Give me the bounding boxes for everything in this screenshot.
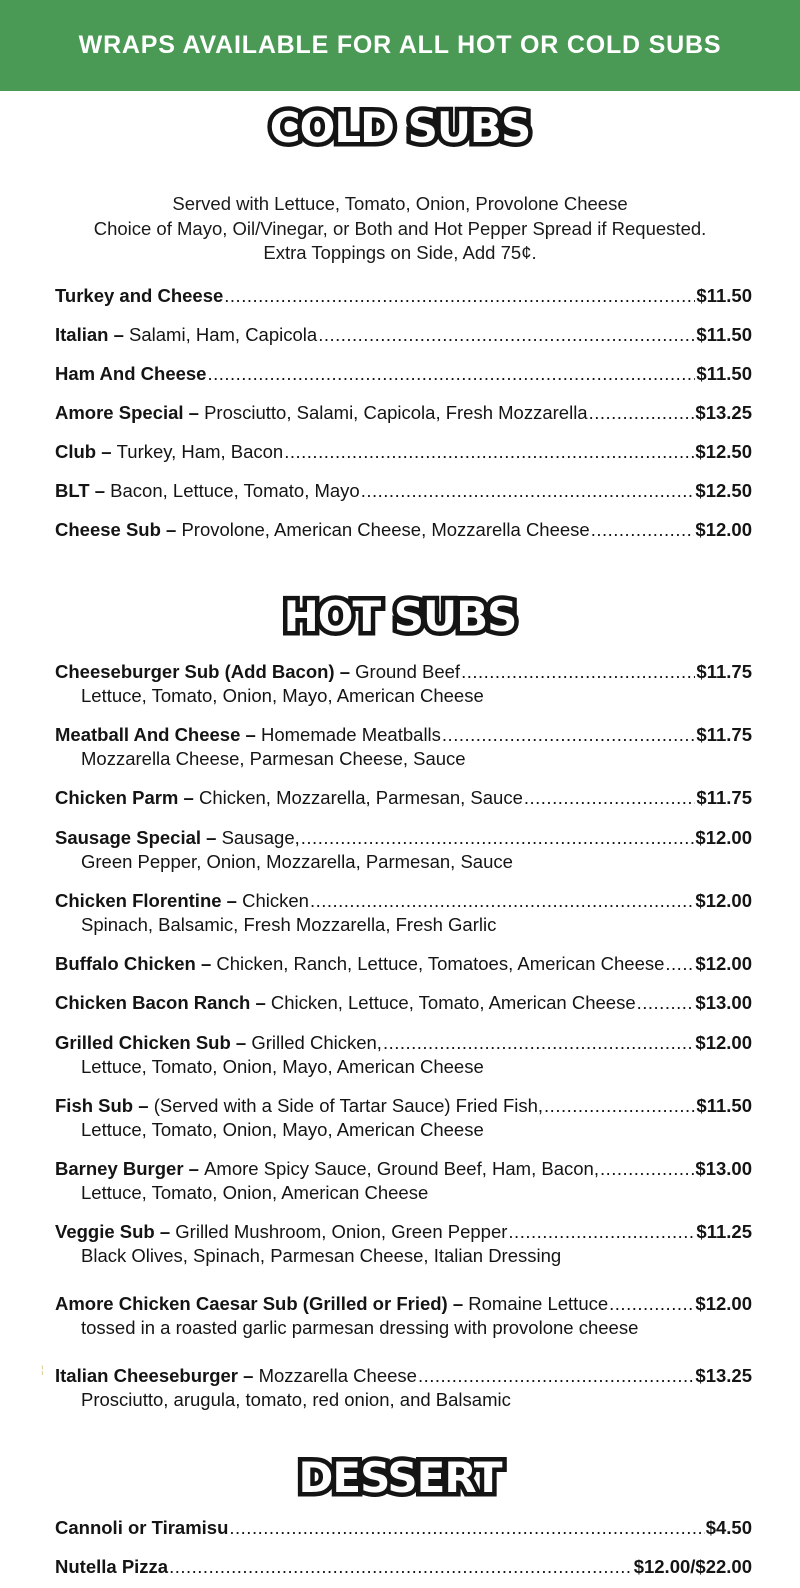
item-subline: Black Olives, Spinach, Parmesan Cheese, Italian Dressing (81, 1245, 562, 1266)
leader-dots (224, 284, 695, 308)
item-name: BLT – (55, 480, 106, 501)
item-price: $12.50 (695, 480, 752, 501)
item-description: Bacon, Lettuce, Tomato, Mayo (110, 480, 360, 501)
menu-item-nutella-pizza (55, 1555, 752, 1579)
leader-dots (383, 1031, 694, 1055)
item-name: Meatball And Cheese – (55, 724, 256, 745)
item-price: $11.50 (696, 363, 752, 384)
menu-item-amore-chicken-caesar-sub (55, 1292, 752, 1340)
dessert-title: DESSERT (298, 1453, 502, 1502)
item-name: Cheese Sub – (55, 519, 177, 540)
item-name: Chicken Parm – (55, 787, 194, 808)
item-name: Italian – (55, 324, 124, 345)
item-description: Ground Beef (355, 661, 461, 682)
item-description: Chicken, Mozzarella, Parmesan, Sauce (198, 787, 523, 808)
item-subline: Lettuce, Tomato, Onion, Mayo, American Cheese (81, 1056, 484, 1077)
item-description: (Served with a Side of Tartar Sauce) Fried Fish, (153, 1095, 544, 1116)
wraps-banner: WRAPS AVAILABLE FOR ALL HOT OR COLD SUBS (0, 0, 800, 91)
item-name: Amore Special – (55, 402, 199, 423)
item-name: Nutella Pizza (55, 1556, 169, 1577)
menu-item-buffalo-chicken (55, 952, 752, 976)
leader-dots (591, 518, 695, 542)
item-price: $13.00 (695, 992, 752, 1013)
menu-item-veggie-sub (55, 1220, 752, 1268)
item-name: Sausage Special – (55, 827, 217, 848)
item-subline: tossed in a roasted garlic parmesan dressing with provolone cheese (81, 1317, 639, 1338)
item-price: $11.50 (696, 324, 752, 345)
leader-dots (637, 991, 695, 1015)
menu-item-grilled-chicken-sub (55, 1031, 752, 1079)
hot-subs-title: HOT SUBS (283, 592, 517, 641)
item-description: Amore Spicy Sauce, Ground Beef, Ham, Bacon, (204, 1158, 599, 1179)
item-description: Turkey, Ham, Bacon (116, 441, 284, 462)
item-description: Chicken, Ranch, Lettuce, Tomatoes, American Cheese (216, 953, 665, 974)
menu-item-turkey-and-cheese (55, 284, 752, 308)
item-price: $12.00 (695, 827, 752, 848)
item-price: $13.25 (695, 1365, 752, 1386)
menu-item-italian (55, 323, 752, 347)
item-description: Prosciutto, Salami, Capicola, Fresh Mozzarella (204, 402, 588, 423)
menu-item-fish-sub (55, 1094, 752, 1142)
leader-dots (609, 1292, 694, 1316)
leader-dots (301, 826, 695, 850)
item-price: $11.75 (696, 724, 752, 745)
intro-line: Served with Lettuce, Tomato, Onion, Provolone Cheese (172, 193, 628, 214)
intro-line: Extra Toppings on Side, Add 75¢. (263, 242, 537, 263)
leader-dots (461, 660, 695, 684)
item-price: $12.00/$22.00 (633, 1556, 752, 1577)
item-name: Amore Chicken Caesar Sub (Grilled or Fried) – (55, 1293, 464, 1314)
item-name: Barney Burger – (55, 1158, 199, 1179)
item-description: Mozzarella Cheese (258, 1365, 417, 1386)
item-subline: Lettuce, Tomato, Onion, Mayo, American Cheese (81, 1119, 484, 1140)
item-description: Salami, Ham, Capicola (129, 324, 318, 345)
leader-dots (418, 1364, 694, 1388)
item-subline: Spinach, Balsamic, Fresh Mozzarella, Fresh Garlic (81, 914, 497, 935)
item-description: Homemade Meatballs (260, 724, 441, 745)
cold-subs-title: COLD SUBS (269, 103, 531, 152)
item-description: Chicken (242, 890, 309, 911)
leader-dots (600, 1157, 694, 1181)
leader-dots (229, 1516, 704, 1540)
menu-item-amore-special (55, 401, 752, 425)
menu-item-blt (55, 479, 752, 503)
decorative-mark: ¦ (41, 1365, 44, 1376)
item-name: Club – (55, 441, 112, 462)
leader-dots (442, 723, 696, 747)
item-name: Cheeseburger Sub (Add Bacon) – (55, 661, 351, 682)
item-price: $11.50 (696, 1095, 752, 1116)
item-name: Turkey and Cheese (55, 285, 224, 306)
item-description: Chicken, Lettuce, Tomato, American Cheese (270, 992, 636, 1013)
item-description: Sausage, (221, 827, 300, 848)
leader-dots (665, 952, 694, 976)
menu-item-cheeseburger-sub (55, 660, 752, 708)
menu-item-meatball-and-cheese (55, 723, 752, 771)
leader-dots (524, 786, 696, 810)
item-description: Grilled Chicken, (251, 1032, 382, 1053)
item-price: $4.50 (705, 1517, 752, 1538)
item-name: Fish Sub – (55, 1095, 149, 1116)
item-name: Chicken Florentine – (55, 890, 237, 911)
item-description: Romaine Lettuce (468, 1293, 609, 1314)
menu-item-cannoli-or-tiramisu (55, 1516, 752, 1540)
cold-subs-intro (0, 192, 800, 266)
leader-dots (169, 1555, 633, 1579)
leader-dots (544, 1094, 695, 1118)
item-price: $11.50 (696, 285, 752, 306)
intro-line: Choice of Mayo, Oil/Vinegar, or Both and Hot Pepper Spread if Requested. (93, 217, 707, 239)
item-name: Grilled Chicken Sub – (55, 1032, 247, 1053)
item-subline: Lettuce, Tomato, Onion, Mayo, American Cheese (81, 685, 484, 706)
item-description: Grilled Mushroom, Onion, Green Pepper (175, 1221, 508, 1242)
item-subline: Prosciutto, arugula, tomato, red onion, and Balsamic (81, 1389, 511, 1410)
item-name: Veggie Sub – (55, 1221, 171, 1242)
leader-dots (207, 362, 695, 386)
item-price: $13.25 (695, 402, 752, 423)
leader-dots (318, 323, 695, 347)
menu-item-italian-cheeseburger (55, 1364, 752, 1412)
menu-item-chicken-bacon-ranch (55, 991, 752, 1015)
item-name: Ham And Cheese (55, 363, 207, 384)
leader-dots (361, 479, 695, 503)
menu-item-sausage-special (55, 826, 752, 874)
item-name: Italian Cheeseburger – (55, 1365, 254, 1386)
leader-dots (310, 889, 694, 913)
item-price: $12.00 (695, 519, 752, 540)
item-price: $11.25 (696, 1221, 752, 1242)
leader-dots (589, 401, 695, 425)
item-price: $11.75 (696, 661, 752, 682)
item-subline: Green Pepper, Onion, Mozzarella, Parmesan, Sauce (81, 851, 513, 872)
menu-item-cheese-sub (55, 518, 752, 542)
menu-item-barney-burger (55, 1157, 752, 1205)
item-price: $12.00 (695, 1032, 752, 1053)
leader-dots (508, 1220, 695, 1244)
item-name: Buffalo Chicken – (55, 953, 212, 974)
item-price: $12.00 (695, 1293, 752, 1314)
menu-item-chicken-florentine (55, 889, 752, 937)
item-name: Cannoli or Tiramisu (55, 1517, 229, 1538)
item-price: $12.00 (695, 890, 752, 911)
item-price: $12.50 (695, 441, 752, 462)
menu-item-chicken-parm (55, 786, 752, 810)
item-price: $13.00 (695, 1158, 752, 1179)
menu-item-club (55, 440, 752, 464)
item-subline: Lettuce, Tomato, Onion, American Cheese (81, 1182, 429, 1203)
item-description: Provolone, American Cheese, Mozzarella Cheese (181, 519, 590, 540)
menu-item-ham-and-cheese (55, 362, 752, 386)
item-price: $11.75 (696, 787, 752, 808)
item-price: $12.00 (695, 953, 752, 974)
item-subline: Mozzarella Cheese, Parmesan Cheese, Sauce (81, 748, 466, 769)
item-name: Chicken Bacon Ranch – (55, 992, 266, 1013)
leader-dots (284, 440, 694, 464)
